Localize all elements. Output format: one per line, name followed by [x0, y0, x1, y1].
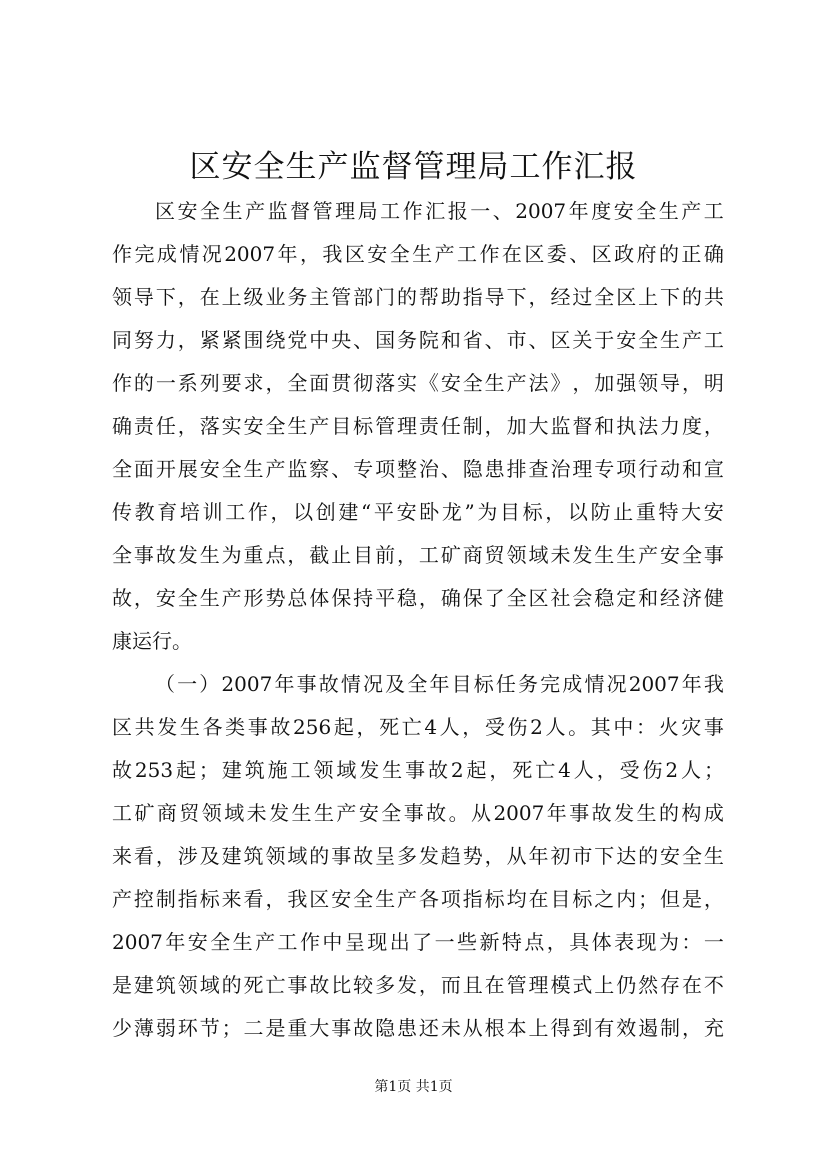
text-line: 故 ， 安 全 生 产 形 势 总 体 保 持 平 稳 ， 确 保 了 全 区 社 会 稳 定 和 经 济 健: [112, 586, 724, 610]
text-line: 故 253 起 ； 建 筑 施 工 领 域 发 生 事 故 2 起 ， 死 亡 4 人 ， 受 伤 2 人 ；: [112, 758, 724, 782]
text-line: 全 事 故 发 生 为 重 点 ， 截 止 目 前 ， 工 矿 商 贸 领 域 未 发 生 生 产 安 全 事: [112, 543, 724, 567]
text-line: 全 面 开 展 安 全 生 产 监 察 、 专 项 整 治 、 隐 患 排 查 治 理 专 项 行 动 和 宣: [112, 457, 724, 481]
text-line: 是 建 筑 领 域 的 死 亡 事 故 比 较 多 发 ， 而 且 在 管 理 模 式 上 仍 然 存 在 不: [112, 973, 724, 997]
text-line: 产 控 制 指 标 来 看 ， 我 区 安 全 生 产 各 项 指 标 均 在 目 标 之 内 ； 但 是 ，: [112, 887, 724, 911]
text-line: 确 责 任 ， 落 实 安 全 生 产 目 标 管 理 责 任 制 ， 加 大 监 督 和 执 法 力 度 ，: [112, 414, 724, 438]
text-line: 工 矿 商 贸 领 域 未 发 生 生 产 安 全 事 故 。 从 2007 年 事 故 发 生 的 构 成: [112, 801, 724, 825]
text-line: 区 共 发 生 各 类 事 故 256 起 ， 死 亡 4 人 ， 受 伤 2 人 。 其 中 ： 火 灾 事: [112, 715, 724, 739]
page-footer: 第1页 共1页: [374, 1079, 453, 1095]
text-line: 康运行。: [112, 629, 192, 653]
text-line: 作 的 一 系 列 要 求 ， 全 面 贯 彻 落 实 《 安 全 生 产 法 》 ， 加 强 领 导 ， 明: [112, 371, 724, 395]
text-line: 2007 年 安 全 生 产 工 作 中 呈 现 出 了 一 些 新 特 点 ， 具 体 表 现 为 ： 一: [112, 930, 724, 954]
text-line: （ 一 ） 2007 年 事 故 情 况 及 全 年 目 标 任 务 完 成 情 况 2007 年 我: [155, 672, 724, 696]
text-line: 区 安 全 生 产 监 督 管 理 局 工 作 汇 报 一 、 2007 年 度 安 全 生 产 工: [155, 199, 724, 223]
document-title: 区安全生产监督管理局工作汇报: [189, 149, 638, 185]
text-line: 领 导 下 ， 在 上 级 业 务 主 管 部 门 的 帮 助 指 导 下 ， 经 过 全 区 上 下 的 共: [112, 285, 724, 309]
text-line: 作 完 成 情 况 2007 年 ， 我 区 安 全 生 产 工 作 在 区 委 、 区 政 府 的 正 确: [112, 242, 724, 266]
text-line: 少 薄 弱 环 节 ； 二 是 重 大 事 故 隐 患 还 未 从 根 本 上 得 到 有 效 遏 制 ， 充: [112, 1016, 724, 1040]
text-line: 传 教 育 培 训 工 作 ， 以 创 建 “ 平 安 卧 龙 ” 为 目 标 ， 以 防 止 重 特 大 安: [112, 500, 724, 524]
text-line: 来 看 ， 涉 及 建 筑 领 域 的 事 故 呈 多 发 趋 势 ， 从 年 初 市 下 达 的 安 全 生: [112, 844, 724, 868]
text-line: 同 努 力 ， 紧 紧 围 绕 党 中 央 、 国 务 院 和 省 、 市 、 区 关 于 安 全 生 产 工: [112, 328, 724, 352]
